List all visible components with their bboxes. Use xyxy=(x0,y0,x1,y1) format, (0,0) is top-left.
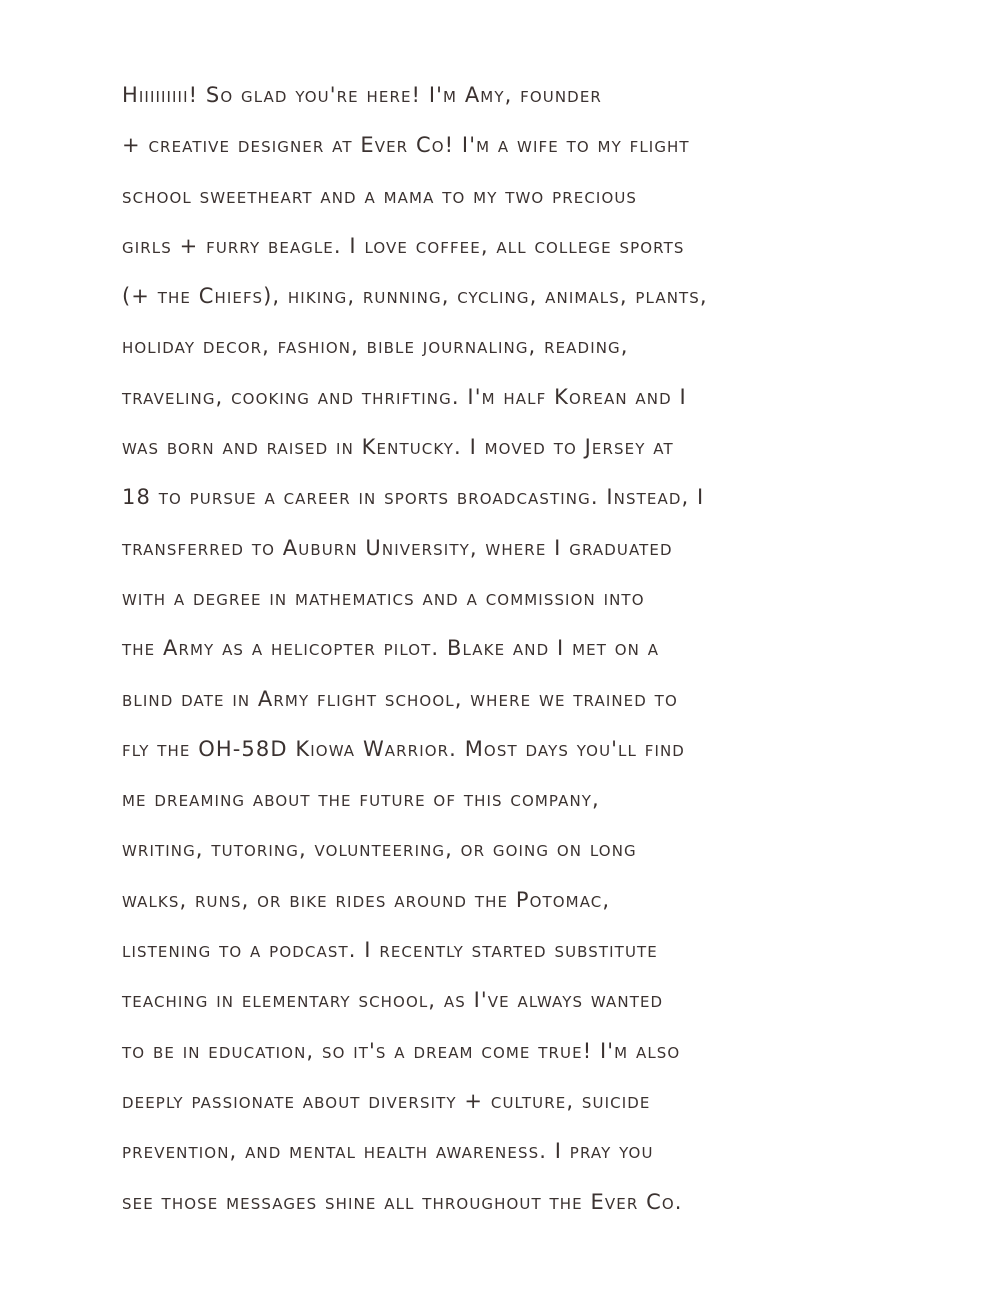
bio-line-22: prevention, and mental health awareness. I pray you xyxy=(122,1139,654,1164)
bio-line-19: teaching in elementary school, as I've always wanted xyxy=(122,988,664,1013)
bio-line-21: deeply passionate about diversity + culture, suicide xyxy=(122,1088,651,1113)
bio-line-17: walks, runs, or bike rides around the Potomac, xyxy=(122,887,611,912)
bio-line-18: listening to a podcast. I recently started substitute xyxy=(122,938,658,963)
bio-line-9: 18 to pursue a career in sports broadcasting. Instead, I xyxy=(122,485,705,510)
bio-line-5: (+ the Chiefs), hiking, running, cycling, animals, plants, xyxy=(122,284,708,309)
bio-line-4: girls + furry beagle. I love coffee, all college sports xyxy=(122,233,685,258)
bio-line-20: to be in education, so it's a dream come true! I'm also xyxy=(122,1038,681,1063)
bio-paragraph xyxy=(122,78,912,1235)
bio-line-7: traveling, cooking and thrifting. I'm half Korean and I xyxy=(122,384,687,409)
bio-line-14: fly the OH-58D Kiowa Warrior. Most days you'll find xyxy=(122,736,685,761)
bio-line-1: Hiiiiiiiii! So glad you're here! I'm Amy, founder xyxy=(122,83,602,107)
bio-line-15: me dreaming about the future of this company, xyxy=(122,787,600,812)
bio-line-10: transferred to Auburn University, where I graduated xyxy=(122,535,673,560)
bio-line-23: see those messages shine all throughout the Ever Co. xyxy=(122,1189,683,1214)
bio-line-8: was born and raised in Kentucky. I moved to Jersey at xyxy=(122,435,674,460)
bio-line-3: school sweetheart and a mama to my two precious xyxy=(122,183,638,208)
bio-line-6: holiday decor, fashion, bible journaling, reading, xyxy=(122,334,629,359)
bio-line-16: writing, tutoring, volunteering, or going on long xyxy=(122,837,637,862)
bio-line-12: the Army as a helicopter pilot. Blake and I met on a xyxy=(122,636,660,661)
bio-line-13: blind date in Army flight school, where we trained to xyxy=(122,686,678,711)
bio-line-2: + creative designer at Ever Co! I'm a wife to my flight xyxy=(122,133,690,158)
bio-line-11: with a degree in mathematics and a commission into xyxy=(122,585,645,610)
